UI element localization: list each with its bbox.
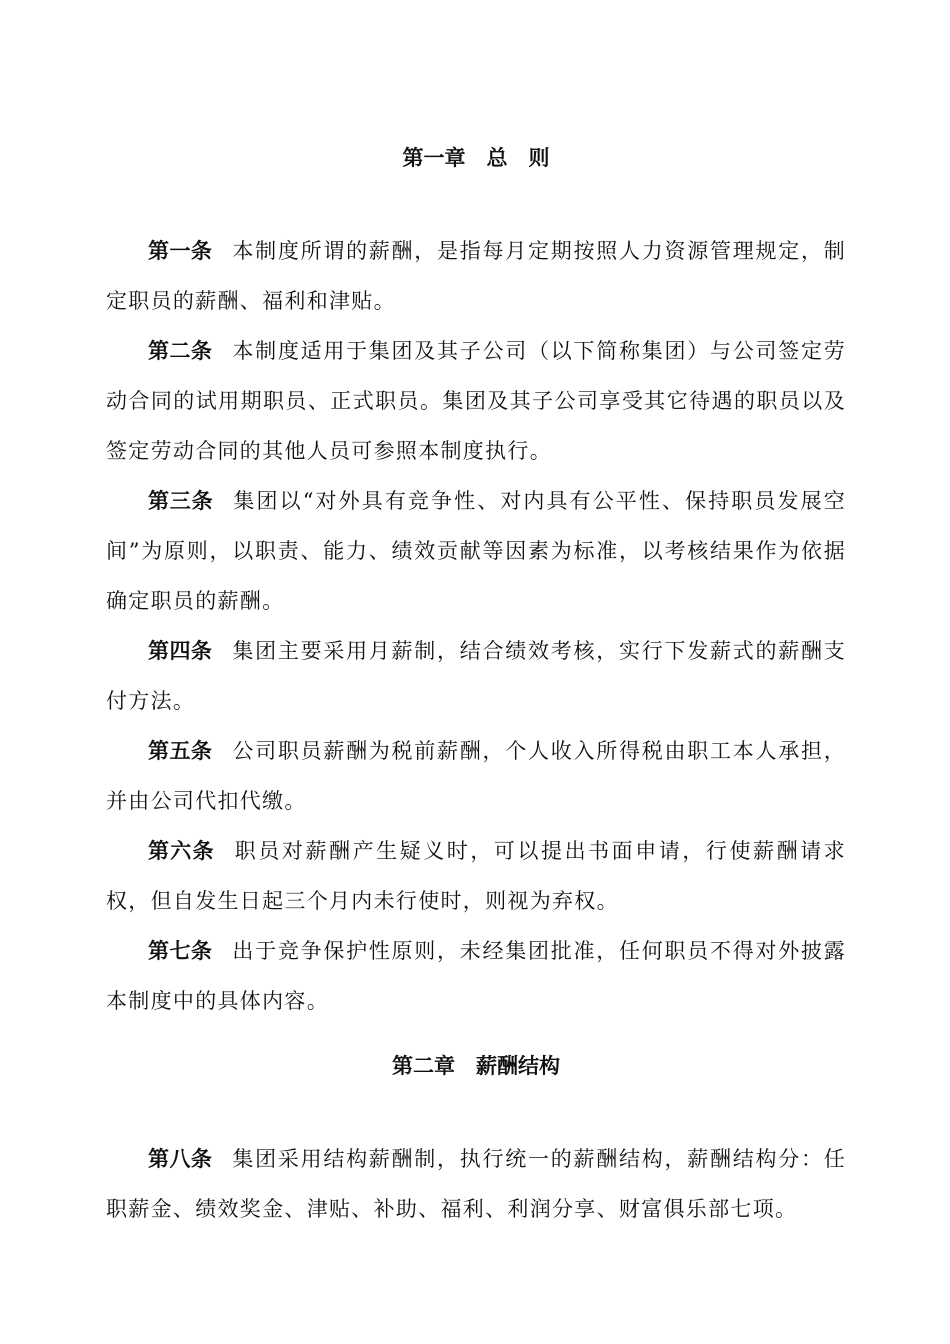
article-text: 公司职员薪酬为税前薪酬，个人收入所得税由职工本人承担，并由公司代扣代缴。: [106, 739, 846, 813]
article-6: [106, 826, 846, 926]
article-8: [106, 1134, 846, 1234]
article-text: 集团主要采用月薪制，结合绩效考核，实行下发薪式的薪酬支付方法。: [106, 639, 846, 713]
article-text: 集团采用结构薪酬制，执行统一的薪酬结构，薪酬结构分：任职薪金、绩效奖金、津贴、补助、福利、利润分享、财富俱乐部七项。: [106, 1147, 846, 1221]
article-text: 本制度所谓的薪酬，是指每月定期按照人力资源管理规定，制定职员的薪酬、福利和津贴。: [106, 239, 846, 313]
article-label: 第四条: [148, 638, 213, 663]
article-label: 第六条: [148, 838, 215, 863]
chapter-2-title: 第二章 薪酬结构: [392, 1053, 560, 1078]
article-label: 第七条: [148, 938, 213, 963]
article-text: 职员对薪酬产生疑义时，可以提出书面申请，行使薪酬请求权，但自发生日起三个月内未行使时，则视为弃权。: [106, 839, 846, 913]
article-4: [106, 626, 846, 726]
article-text: 出于竞争保护性原则，未经集团批准，任何职员不得对外披露本制度中的具体内容。: [106, 939, 846, 1013]
article-label: 第一条: [148, 238, 213, 263]
article-2: [106, 326, 846, 476]
article-label: 第五条: [148, 738, 213, 763]
article-label: 第八条: [148, 1146, 213, 1171]
article-label: 第三条: [148, 488, 214, 513]
article-text: 集团以“对外具有竞争性、对内具有公平性、保持职员发展空间”为原则，以职责、能力、绩效贡献等因素为标准，以考核结果作为依据确定职员的薪酬。: [106, 489, 847, 613]
article-1: [106, 226, 846, 326]
article-3: [106, 476, 846, 626]
chapter-1-title: 第一章 总 则: [402, 145, 550, 170]
article-label: 第二条: [148, 338, 213, 363]
document-body: [106, 138, 846, 1234]
article-5: [106, 726, 846, 826]
article-text: 本制度适用于集团及其子公司（以下简称集团）与公司签定劳动合同的试用期职员、正式职员。集团及其子公司享受其它待遇的职员以及签定劳动合同的其他人员可参照本制度执行。: [106, 339, 846, 463]
article-7: [106, 926, 846, 1026]
